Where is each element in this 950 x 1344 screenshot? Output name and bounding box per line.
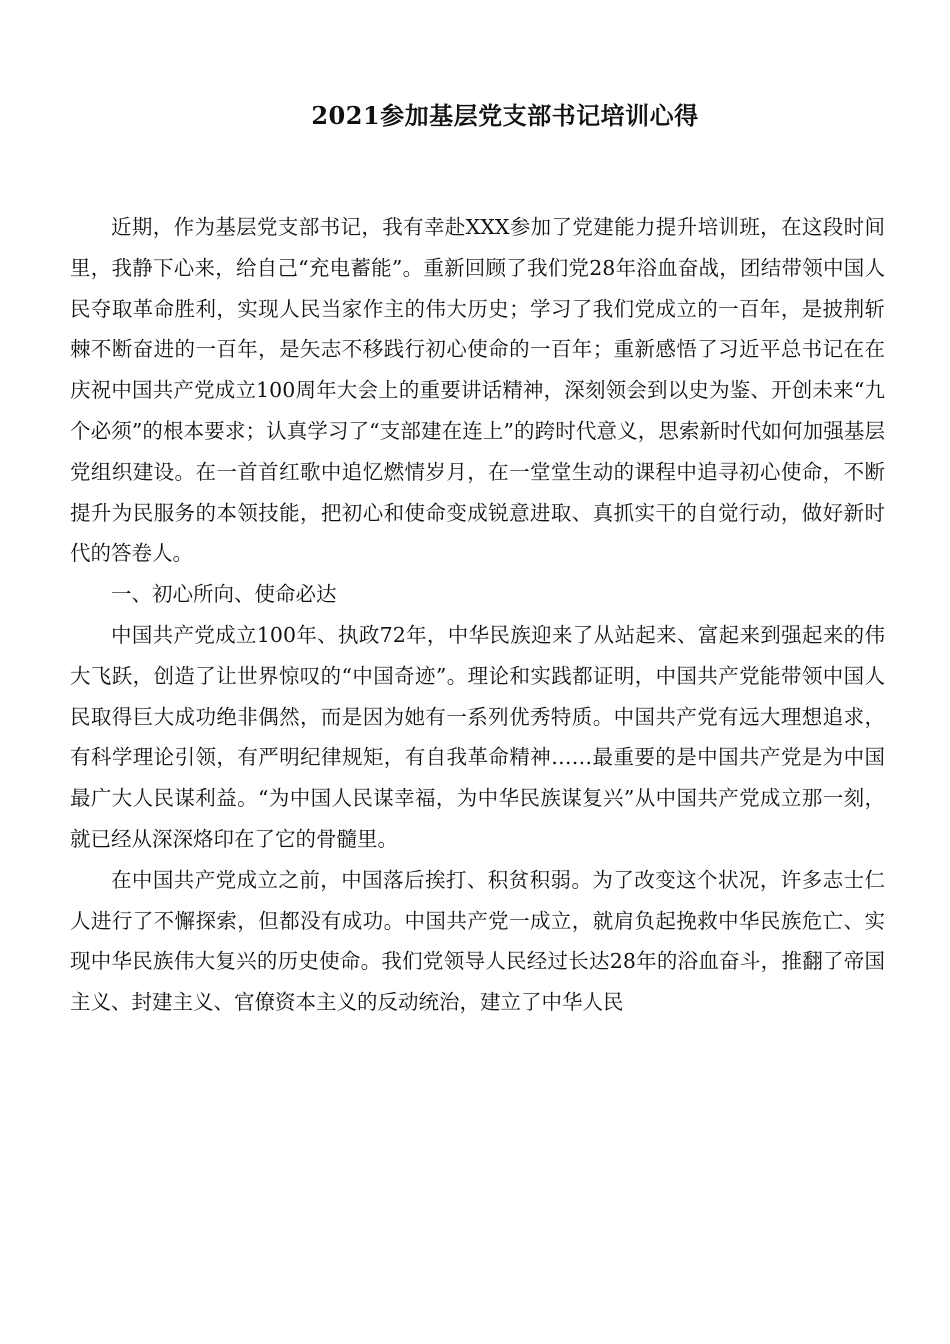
paragraph-section-1b: 在中国共产党成立之前，中国落后挨打、积贫积弱。为了改变这个状况，许多志士仁人进行了不懈探索，但都没有成功。中国共产党一成立，就肩负起挽救中华民族危亡、实现中华民族伟大复兴的历史使命。我们党领导人民经过长达28年的浴血奋斗，推翻了帝国主义、封建主义、官僚资本主义的反动统治，建立了中华人民	[70, 867, 885, 1015]
paragraph-section-1a: 中国共产党成立100年、执政72年，中华民族迎来了从站起来、富起来到强起来的伟大飞跃，创造了让世界惊叹的“中国奇迹”。理论和实践都证明，中国共产党能带领中国人民取得巨大成功绝非偶然，而是因为她有一系列优秀特质。中国共产党有远大理想追求，有科学理论引领，有严明纪律规矩，有自我革命精神……最重要的是中国共产党是为中国最广大人民谋利益。“为中国人民谋幸福，为中华民族谋复兴”从中国共产党成立那一刻，就已经从深深烙印在了它的骨髓里。	[70, 622, 885, 851]
document-body	[70, 207, 885, 1023]
paragraph-intro: 近期，作为基层党支部书记，我有幸赴XXX参加了党建能力提升培训班，在这段时间里，我静下心来，给自己“充电蓄能”。重新回顾了我们党28年浴血奋战，团结带领中国人民夺取革命胜利，实现人民当家作主的伟大历史；学习了我们党成立的一百年，是披荆斩棘不断奋进的一百年，是矢志不移践行初心使命的一百年；重新感悟了习近平总书记在在庆祝中国共产党成立100周年大会上的重要讲话精神，深刻领会到以史为鉴、开创未来“九个必须”的根本要求；认真学习了“支部建在连上”的跨时代意义，思索新时代如何加强基层党组织建设。在一首首红歌中追忆燃情岁月，在一堂堂生动的课程中追寻初心使命，不断提升为民服务的本领技能，把初心和使命变成锐意进取、真抓实干的自觉行动，做好新时代的答卷人。	[70, 215, 885, 566]
section-heading-1: 一、初心所向、使命必达	[111, 582, 337, 607]
document-title: 2021参加基层党支部书记培训心得	[311, 101, 699, 130]
